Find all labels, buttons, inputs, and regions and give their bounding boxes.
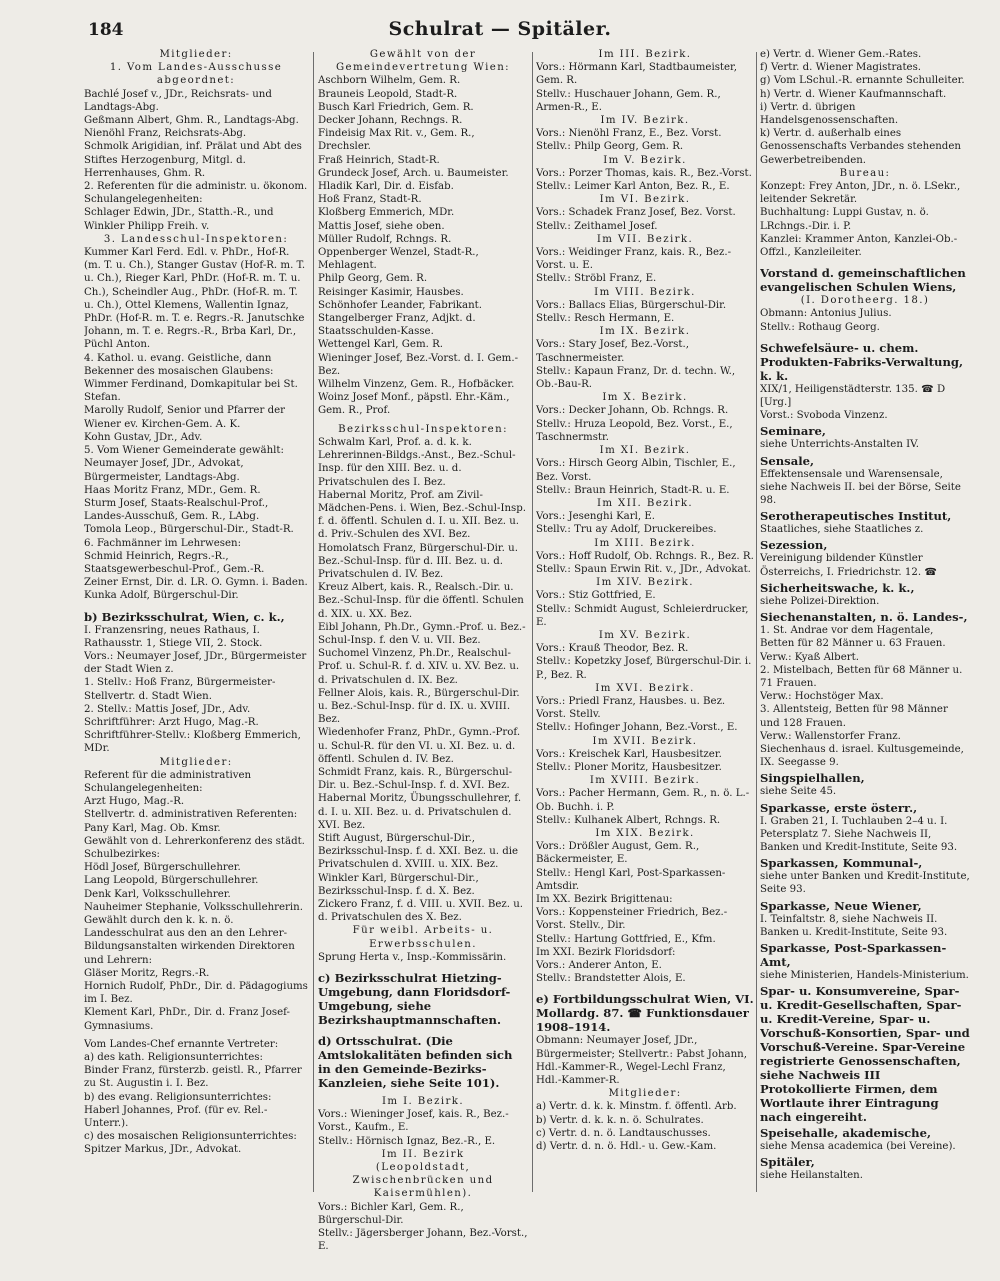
entry-line: Gläser Moritz, Regrs.-R. <box>84 967 210 979</box>
entry-line: e) Vertr. d. Wiener Gem.-Rates. <box>760 49 922 60</box>
section-label: Im IV. Bezirk. <box>600 115 690 127</box>
entry-line: Siechenhaus d. israel. Kultusgemeinde, IX. Seegasse 9. <box>760 743 964 769</box>
entry-heading: c) Bezirksschulrat Hietzing-Umgebung, dann Floridsdorf-Umgebung, siehe Bezirkshauptmannschaften. <box>318 971 511 1028</box>
entry-line: 2. Mistelbach, Betten für 68 Männer u. 71 Frauen. <box>760 664 963 689</box>
entry-line: Grundeck Josef, Arch. u. Baumeister. <box>318 167 509 179</box>
entry-line: siehe Ministerien, Handels-Ministerium. <box>760 969 969 981</box>
entry-line: Schmolk Arigidian, inf. Prälat und Abt des Stiftes Herzogenburg, Mitgl. d. Herrenhauses, Ghm. R. <box>84 141 302 179</box>
entry-line: 1. Stellv.: Hoß Franz, Bürgermeister-Stellvertr. d. Stadt Wien. <box>84 677 276 702</box>
entry-line: Buchhaltung: Luppi Gustav, n. ö. LRchngs.-Dir. i. P. <box>760 207 929 232</box>
entry-line: Spitzer Markus, JDr., Advokat. <box>84 1144 242 1156</box>
entry-line: Kunka Adolf, Bürgerschul-Dir. <box>84 590 239 602</box>
entry-line: Schwalm Karl, Prof. a. d. k. k. Lehrerinnen-Bildgs.-Anst., Bez.-Schul-Insp. für den XIII. Bez. u. d. Privatschulen des I. Bez. <box>318 436 516 488</box>
entry-heading: Serotherapeutisches Institut, <box>760 509 952 524</box>
section-label: Mitglieder: <box>608 1088 682 1100</box>
entry-line: 2. Referenten für die administr. u. ökonom. Schulangelegenheiten: <box>84 181 308 206</box>
entry-line: Stift August, Bürgerschul-Dir., Bezirksschul-Insp. f. d. XXI. Bez. u. die Privatschulen d. XVIII. u. XIX. Bez. <box>318 832 519 871</box>
section-label: Mitglieder: <box>159 49 233 60</box>
section-label: Im XI. Bezirk. <box>599 445 691 457</box>
entry-line: Stellv.: Philp Georg, Gem. R. <box>536 141 684 153</box>
entry-line: Hladik Karl, Dir. d. Eisfab. <box>318 181 454 193</box>
section-label: Gewählt von der Gemeindevertretung Wien: <box>335 49 511 74</box>
entry-line: c) Vertr. d. n. ö. Landtauschusses. <box>536 1127 711 1139</box>
entry-line: Stellv.: Kopetzky Josef, Bürgerschul-Dir. i. P., Bez. R. <box>536 656 752 681</box>
entry-heading: Sparkasse, Post-Sparkassen-Amt, <box>760 940 947 969</box>
spacer <box>318 1027 528 1032</box>
spacer <box>318 964 528 969</box>
entry-line: Vors.: Schadek Franz Josef, Bez. Vorst. <box>536 207 736 219</box>
entry-line: Wiedenhofer Franz, PhDr., Gymn.-Prof. u. Schul-R. für den VI. u. XI. Bez. u. d. öffentl. Schulen d. IV. Bez. <box>318 727 521 765</box>
entry-line: Obmann: Antonius Julius. <box>760 308 892 320</box>
entry-line: Stellv.: Hruza Leopold, Bez. Vorst., E., Taschnermstr. <box>536 418 733 443</box>
section-label: Im VIII. Bezirk. <box>594 286 696 298</box>
spacer <box>760 334 970 339</box>
section-label: Im I. Bezirk. <box>381 1096 465 1108</box>
entry-line: siehe Mensa academica (bei Vereine). <box>760 1141 956 1153</box>
entry-line: 3. Allentsteig, Betten für 98 Männer und 128 Frauen. <box>760 704 948 729</box>
entry-heading: Vorstand d. gemeinschaftlichen evangelischen Schulen Wiens, <box>760 266 966 295</box>
entry-line: Im XX. Bezirk Brigittenau: <box>536 894 673 905</box>
entry-line: siehe Seite 45. <box>760 786 837 798</box>
entry-heading: Sezession, <box>760 538 828 553</box>
entry-line: Habernal Moritz, Prof. am Zivil-Mädchen-Pens. i. Wien, Bez.-Schul-Insp. f. d. öffentl. Schulen d. I. u. XII. Bez. u. d. Priv.-Schulen des XVI. Bez. <box>318 489 527 541</box>
entry-line: Binder Franz, fürsterzb. geistl. R., Pfarrer zu St. Augustin i. I. Bez. <box>84 1065 302 1090</box>
section-label: Im XV. Bezirk. <box>598 629 692 641</box>
entry-line: Stellv.: Hofinger Johann, Bez.-Vorst., E. <box>536 722 738 734</box>
section-label: 1. Vom Landes-Ausschusse <box>109 62 283 74</box>
entry-line: Woinz Josef Monf., päpstl. Ehr.-Käm., Gem. R., Prof. <box>318 392 510 417</box>
entry-line: Findeisig Max Rit. v., Gem. R., Drechsler. <box>318 128 475 153</box>
spacer <box>536 985 754 990</box>
entry-line: Eibl Johann, Ph.Dr., Gymn.-Prof. u. Bez.-Schul-Insp. f. den V. u. VII. Bez. <box>318 621 526 646</box>
entry-line: Stellv.: Hartung Gottfried, E., Kfm. <box>536 933 716 945</box>
entry-line: Schönhofer Leander, Fabrikant. <box>318 299 482 311</box>
entry-line: 1. St. Andrae vor dem Hagentale, Betten für 82 Männer u. 63 Frauen. <box>760 625 946 650</box>
entry-line: Vors.: Anderer Anton, E. <box>536 960 662 972</box>
spacer <box>84 603 308 608</box>
entry-line: Mattis Josef, siehe oben. <box>318 220 445 232</box>
entry-line: Stellv.: Resch Hermann, E. <box>536 313 675 325</box>
entry-line: Konzept: Frey Anton, JDr., n. ö. LSekr., leitender Sekretär. <box>760 181 961 206</box>
column-4 <box>760 48 970 1270</box>
entry-line: Vors.: Wieninger Josef, kais. R., Bez.-Vorst., Kaufm., E. <box>318 1109 509 1134</box>
section-label: (Leopoldstadt, Zwischenbrücken und Kaisermühlen). <box>352 1162 494 1200</box>
entry-line: Vors.: Jesenghi Karl, E. <box>536 511 656 523</box>
column-rule <box>756 52 757 1192</box>
entry-line: c) des mosaischen Religionsunterrichtes: <box>84 1131 297 1143</box>
entry-line: Stellv.: Schmidt August, Schleierdrucker, E. <box>536 603 749 628</box>
entry-line: siehe Unterrichts-Anstalten IV. <box>760 439 919 451</box>
entry-line: Vors.: Pacher Hermann, Gem. R., n. ö. L.-Ob. Buchh. i. P. <box>536 788 750 813</box>
entry-heading: e) Fortbildungsschulrat Wien, VI. Mollardg. 87. ☎ Funktionsdauer 1908–1914. <box>536 992 754 1035</box>
entry-line: Müller Rudolf, Rchngs. R. <box>318 233 452 245</box>
spacer <box>760 259 970 264</box>
entry-line: Philp Georg, Gem. R. <box>318 273 428 285</box>
entry-line: Vors.: Drößler August, Gem. R., Bäckermeister, E. <box>536 841 700 866</box>
entry-line: f) Vertr. d. Wiener Magistrates. <box>760 62 922 74</box>
entry-line: Haberl Johannes, Prof. (für ev. Rel.-Unterr.). <box>84 1104 268 1130</box>
entry-heading: Spar- u. Konsumvereine, Spar- u. Kredit-Gesellschaften, Spar- u. Kredit-Vereine, Spar- u. Vorschuß-Konsortien, Spar- und Vorschuß-Vereine. Spar-Vereine registrierte Genossenschaften, siehe Nachweis III Protokollierte Firmen, dem Wortlaute ihrer Eintragung nach eingereiht. <box>760 984 970 1125</box>
column-3 <box>536 48 754 1270</box>
entry-line: Vors.: Hirsch Georg Albin, Tischler, E., Bez. Vorst. <box>536 458 736 483</box>
entry-heading: Schwefelsäure- u. chem. Produkten-Fabriks-Verwaltung, k. k. <box>760 340 964 383</box>
entry-line: Kohn Gustav, JDr., Adv. <box>84 431 203 443</box>
entry-line: Verw.: Hochstöger Max. <box>760 691 884 703</box>
entry-line: Tomola Leop., Bürgerschul-Dir., Stadt-R. <box>84 524 294 536</box>
section-label: abgeordnet: <box>156 75 236 87</box>
entry-line: I. Teinfaltstr. 8, siehe Nachweis II. Banken u. Kredit-Institute, Seite 93. <box>760 913 948 938</box>
entry-line: Geßmann Albert, Ghm. R., Landtags-Abg. <box>84 115 299 127</box>
entry-heading: Spitäler, <box>760 1155 815 1170</box>
page-header <box>0 12 1000 48</box>
entry-heading: Sicherheitswache, k. k., <box>760 580 915 595</box>
column-2 <box>318 48 528 1270</box>
entry-line: Stellv.: Zeithamel Josef. <box>536 220 658 232</box>
entry-line: Vors.: Priedl Franz, Hausbes. u. Bez. Vorst. Stellv. <box>536 695 726 721</box>
section-label: Im XIV. Bezirk. <box>596 577 694 589</box>
entry-heading: Sensale, <box>760 453 815 468</box>
entry-line: Stellv.: Huschauer Johann, Gem. R., Armen-R., E. <box>536 88 721 113</box>
entry-line: Fellner Alois, kais. R., Bürgerschul-Dir. u. Bez.-Schul-Insp. für d. IX. u. XVIII. Bez. <box>318 687 520 726</box>
entry-line: 6. Fachmänner im Lehrwesen: <box>84 537 242 549</box>
entry-line: Reisinger Kasimir, Hausbes. <box>318 286 464 298</box>
entry-line: Wettengel Karl, Gem. R. <box>318 339 443 351</box>
entry-line: Vors.: Ballacs Elias, Bürgerschul-Dir. <box>536 299 727 311</box>
entry-heading: b) Bezirksschulrat, Wien, c. k., <box>84 609 285 624</box>
entry-line: Nienöhl Franz, Reichsrats-Abg. <box>84 128 247 140</box>
entry-line: Schmid Heinrich, Regrs.-R., Staatsgewerbeschul-Prof., Gem.-R. <box>84 550 265 575</box>
entry-line: Vors.: Neumayer Josef, JDr., Bürgermeister der Stadt Wien z. <box>84 650 307 676</box>
entry-line: Im XXI. Bezirk Floridsdorf: <box>536 946 676 958</box>
section-label: Im XII. Bezirk. <box>596 497 694 509</box>
entry-line: b) des evang. Religionsunterrichtes: <box>84 1091 272 1103</box>
entry-line: Wilhelm Vinzenz, Gem. R., Hofbäcker. <box>318 379 515 391</box>
entry-heading: d) Ortsschulrat. (Die Amtslokalitäten befinden sich in den Gemeinde-Bezirks-Kanzleien, siehe Seite 101). <box>318 1034 513 1091</box>
entry-line: 5. Vom Wiener Gemeinderate gewählt: <box>84 445 284 457</box>
section-label: Im VII. Bezirk. <box>596 233 694 245</box>
entry-line: Wimmer Ferdinand, Domkapitular bei St. Stefan. <box>84 379 298 404</box>
entry-line: XIX/1, Heiligenstädterstr. 135. ☎ D [Urg.] <box>760 383 946 409</box>
entry-line: Stellv.: Kulhanek Albert, Rchngs. R. <box>536 814 721 826</box>
entry-line: Stellv.: Ploner Moritz, Hausbesitzer. <box>536 761 722 773</box>
entry-line: Vorst.: Svoboda Vinzenz. <box>760 410 888 422</box>
entry-line: Vors.: Nienöhl Franz, E., Bez. Vorst. <box>536 128 722 140</box>
section-label: Bezirksschul-Inspektoren: <box>338 423 508 435</box>
entry-line: Marolly Rudolf, Senior und Pfarrer der Wiener ev. Kirchen-Gem. A. K. <box>84 405 285 430</box>
entry-line: Lang Leopold, Bürgerschullehrer. <box>84 875 259 887</box>
entry-line: Vors.: Krauß Theodor, Bez. R. <box>536 643 689 655</box>
section-label: Im XVII. Bezirk. <box>592 735 698 747</box>
entry-line: siehe Polizei-Direktion. <box>760 595 880 607</box>
entry-line: Kummer Karl Ferd. Edl. v. PhDr., Hof-R. (m. T. u. Ch.), Stanger Gustav (Hof-R. m. T. u. Ch.), Rieger Karl, PhDr. (Hof-R. m. T. u. Ch.), Scheindler Aug., PhDr. (Hof-R. m. T. u. Ch.), Ottel Klemens, Wallentin Ignaz, PhDr. (Hof-R. m. T. e. Regrs.-R. Janutschke Johann, m. T. e. Regrs.-R., Brba Karl, Dr., Püchl Anton. <box>84 247 306 351</box>
entry-line: Verw.: Kyaß Albert. <box>760 651 859 663</box>
entry-line: Schlager Edwin, JDr., Statth.-R., und Winkler Philipp Freih. v. <box>84 207 274 232</box>
entry-line: Effektensensale und Warensensale, siehe Nachweis II. bei der Börse, Seite 98. <box>760 468 961 507</box>
entry-line: Vors.: Stary Josef, Bez.-Vorst., Taschnermeister. <box>536 339 689 364</box>
entry-line: Vors.: Porzer Thomas, kais. R., Bez.-Vorst. <box>536 167 752 179</box>
entry-line: Oppenberger Wenzel, Stadt-R., Mehlagent. <box>318 247 479 272</box>
entry-line: Bachlé Josef v., JDr., Reichsrats- und Landtags-Abg. <box>84 88 272 113</box>
entry-line: Wieninger Josef, Bez.-Vorst. d. I. Gem.-Bez. <box>318 352 519 377</box>
entry-line: Staatliches, siehe Staatliches z. <box>760 524 924 536</box>
entry-line: a) des kath. Religionsunterrichtes: <box>84 1052 263 1064</box>
entry-line: Stangelberger Franz, Adjkt. d. Staatsschulden-Kasse. <box>318 313 476 338</box>
entry-line: Stellv.: Hengl Karl, Post-Sparkassen-Amtsdir. <box>536 867 726 892</box>
column-rule <box>532 52 533 1192</box>
page-number: 184 <box>88 20 124 40</box>
entry-line: Stellv.: Spaun Erwin Rit. v., JDr., Advokat. <box>536 563 751 575</box>
entry-line: Stellv.: Leimer Karl Anton, Bez. R., E. <box>536 181 730 193</box>
entry-line: Denk Karl, Volksschullehrer. <box>84 888 231 900</box>
entry-line: Vors.: Hoff Rudolf, Ob. Rchngs. R., Bez. R. <box>536 550 754 562</box>
entry-heading: Singspielhallen, <box>760 771 865 786</box>
entry-line: Hödl Josef, Bürgerschullehrer. <box>84 862 241 874</box>
section-label: Im VI. Bezirk. <box>599 194 691 206</box>
entry-line: Hornich Rudolf, PhDr., Dir. d. Pädagogiums im I. Bez. <box>84 981 308 1006</box>
entry-line: Vors.: Decker Johann, Ob. Rchngs. R. <box>536 405 729 417</box>
entry-heading: Siechenanstalten, n. ö. Landes-, <box>760 610 968 625</box>
entry-line: d) Vertr. d. n. ö. Hdl.- u. Gew.-Kam. <box>536 1141 717 1153</box>
entry-line: Kloßberg Emmerich, MDr. <box>318 207 455 219</box>
entry-line: h) Vertr. d. Wiener Kaufmannschaft. <box>760 88 947 100</box>
section-label: Im X. Bezirk. <box>602 392 688 404</box>
entry-line: Sprung Herta v., Insp.-Kommissärin. <box>318 951 507 963</box>
entry-line: Vors.: Kreischek Karl, Hausbesitzer. <box>536 748 722 760</box>
entry-line: I. Franzensring, neues Rathaus, I. Rathausstr. 1, Stiege VII, 2. Stock. <box>84 624 263 649</box>
entry-line: b) Vertr. d. k. k. n. ö. Schulrates. <box>536 1114 704 1126</box>
entry-line: 2. Stellv.: Mattis Josef, JDr., Adv. <box>84 703 251 715</box>
entry-line: Schriftführer: Arzt Hugo, Mag.-R. <box>84 716 259 728</box>
entry-line: Stellv.: Kapaun Franz, Dr. d. techn. W., Ob.-Bau-R. <box>536 365 736 391</box>
entry-line: Winkler Karl, Bürgerschul-Dir., Bezirksschul-Insp. f. d. X. Bez. <box>318 872 479 897</box>
entry-line: Suchomel Vinzenz, Ph.Dr., Realschul-Prof. u. Schul-R. f. d. XIV. u. XV. Bez. u. d. Privatschulen d. IX. Bez. <box>318 648 520 686</box>
entry-line: Neumayer Josef, JDr., Advokat, Bürgermeister, Landtags-Abg. <box>84 458 244 483</box>
entry-heading: Seminare, <box>760 424 826 439</box>
entry-line: Referent für die administrativen Schulangelegenheiten: <box>84 769 252 794</box>
section-label: Im II. Bezirk <box>381 1148 465 1160</box>
entry-line: Stellv.: Jägersberger Johann, Bez.-Vorst., E. <box>318 1228 528 1253</box>
entry-line: k) Vertr. d. außerhalb eines Genossenschafts Verbandes stehenden Gewerbetreibenden. <box>760 128 961 166</box>
section-label: Im V. Bezirk. <box>603 154 687 166</box>
entry-line: siehe unter Banken und Kredit-Institute, Seite 93. <box>760 871 970 896</box>
entry-line: Zickero Franz, f. d. VIII. u. XVII. Bez. u. d. Privatschulen des X. Bez. <box>318 899 524 924</box>
entry-line: Verw.: Wallenstorfer Franz. <box>760 730 901 742</box>
entry-line: Vom Landes-Chef ernannte Vertreter: <box>84 1038 279 1050</box>
entry-line: Sturm Josef, Staats-Realschul-Prof., Landes-Ausschuß, Gem. R., LAbg. <box>84 497 269 523</box>
column-1 <box>84 48 308 1270</box>
entry-line: Gewählt von d. Lehrerkonferenz des städt. Schulbezirkes: <box>84 835 305 860</box>
entry-line: Stellv.: Rothaug Georg. <box>760 321 880 333</box>
entry-line: Stellv.: Braun Heinrich, Stadt-R. u. E. <box>536 484 730 496</box>
running-title: Schulrat — Spitäler. <box>388 18 612 40</box>
section-label: Für weibl. Arbeits- u. Erwerbsschulen. <box>352 925 494 950</box>
section-label: Mitglieder: <box>159 756 233 768</box>
section-label: Im XIX. Bezirk. <box>595 827 695 839</box>
entry-line: Schmidt Franz, kais. R., Bürgerschul-Dir. u. Bez.-Schul-Insp. f. d. XVI. Bez. <box>318 766 513 792</box>
entry-line: Pany Karl, Mag. Ob. Kmsr. <box>84 822 221 834</box>
entry-line: Fraß Heinrich, Stadt-R. <box>318 154 440 166</box>
entry-line: Kanzlei: Krammer Anton, Kanzlei-Ob.-Offzl., Kanzleileiter. <box>760 233 958 259</box>
entry-line: Vors.: Koppensteiner Friedrich, Bez.-Vorst. Stellv., Dir. <box>536 907 728 932</box>
section-label: Im XVI. Bezirk. <box>595 682 695 694</box>
section-label: Bureau: <box>839 167 891 179</box>
entry-line: Stellvertr. d. administrativen Referenten: <box>84 809 298 821</box>
entry-line: 4. Kathol. u. evang. Geistliche, dann Bekenner des mosaischen Glaubens: <box>84 352 274 377</box>
entry-line: Obmann: Neumayer Josef, JDr., Bürgermeister; Stellvertr.: Pabst Johann, Hdl.-Kammer-R., Wegel-Lechl Franz, Hdl.-Kammer-R. <box>536 1035 747 1087</box>
entry-line: Stellv.: Hörnisch Ignaz, Bez.-R., E. <box>318 1135 496 1147</box>
section-label: Im XVIII. Bezirk. <box>589 775 701 787</box>
entry-line: Brauneis Leopold, Stadt-R. <box>318 88 458 100</box>
entry-line: Haas Moritz Franz, MDr., Gem. R. <box>84 484 261 496</box>
section-label: 3. Landesschul-Inspektoren: <box>103 233 289 245</box>
entry-line: Arzt Hugo, Mag.-R. <box>84 796 185 808</box>
entry-line: g) Vom LSchul.-R. ernannte Schulleiter. <box>760 75 965 87</box>
entry-heading: Sparkasse, erste österr., <box>760 800 918 815</box>
entry-line: I. Graben 21, I. Tuchlauben 2–4 u. I. Petersplatz 7. Siehe Nachweis II, Banken und Kredit-Institute, Seite 93. <box>760 815 958 853</box>
entry-line: siehe Heilanstalten. <box>760 1170 863 1182</box>
entry-line: Stellv.: Brandstetter Alois, E. <box>536 973 686 985</box>
entry-line: Zeiner Ernst, Dir. d. LR. O. Gymn. i. Baden. <box>84 577 308 589</box>
section-label: Im XIII. Bezirk. <box>594 537 696 549</box>
entry-line: Vors.: Bichler Karl, Gem. R., Bürgerschul-Dir. <box>318 1201 464 1226</box>
entry-line: Vors.: Stiz Gottfried, E. <box>536 590 656 602</box>
entry-line: Vereinigung bildender Künstler Österreichs, I. Friedrichstr. 12. ☎ <box>760 553 938 578</box>
entry-line: Vors.: Weidinger Franz, kais. R., Bez.-Vorst. u. E. <box>536 247 732 272</box>
entry-line: Stellv.: Ströbl Franz, E. <box>536 273 657 285</box>
entry-line: Busch Karl Friedrich, Gem. R. <box>318 101 474 113</box>
entry-line: Vors.: Hörmann Karl, Stadtbaumeister, Gem. R. <box>536 62 738 87</box>
section-label: Im III. Bezirk. <box>598 49 692 60</box>
entry-heading: Speisehalle, akademische, <box>760 1126 932 1141</box>
entry-line: Nauheimer Stephanie, Volksschullehrerin. <box>84 901 303 913</box>
entry-line: Kreuz Albert, kais. R., Realsch.-Dir. u. Bez.-Schul-Insp. für die öffentl. Schulen d. XIX. u. XX. Bez. <box>318 582 524 620</box>
entry-line: Habernal Moritz, Übungsschullehrer, f. d. I. u. XII. Bez. u. d. Privatschulen d. XVI. Bez. <box>318 793 522 831</box>
entry-line: Hoß Franz, Stadt-R. <box>318 194 422 206</box>
entry-line: Klement Karl, PhDr., Dir. d. Franz Josef-Gymnasiums. <box>84 1007 290 1032</box>
entry-line: Gewählt durch den k. k. n. ö. Landesschulrat aus den an den Lehrer-Bildungsanstalten wirkenden Direktoren und Lehrern: <box>84 915 295 966</box>
entry-line: Schriftführer-Stellv.: Kloßberg Emmerich, MDr. <box>84 730 301 755</box>
entry-line: Stellv.: Tru ay Adolf, Druckereibes. <box>536 524 717 536</box>
entry-line: a) Vertr. d. k. k. Minstm. f. öffentl. Arb. <box>536 1101 737 1113</box>
entry-line: Aschborn Wilhelm, Gem. R. <box>318 75 461 87</box>
section-label: (I. Dorotheerg. 18.) <box>800 295 930 307</box>
entry-heading: Sparkassen, Kommunal-, <box>760 856 923 871</box>
entry-heading: Sparkasse, Neue Wiener, <box>760 898 922 913</box>
entry-line: i) Vertr. d. übrigen Handelsgenossenschaften. <box>760 101 899 127</box>
entry-line: Decker Johann, Rechngs. R. <box>318 115 463 127</box>
section-label: Im IX. Bezirk. <box>599 326 691 338</box>
entry-line: Homolatsch Franz, Bürgerschul-Dir. u. Bez.-Schul-Insp. für d. III. Bez. u. d. Privatschulen d. IV. Bez. <box>318 542 518 580</box>
column-rule <box>313 52 314 1192</box>
